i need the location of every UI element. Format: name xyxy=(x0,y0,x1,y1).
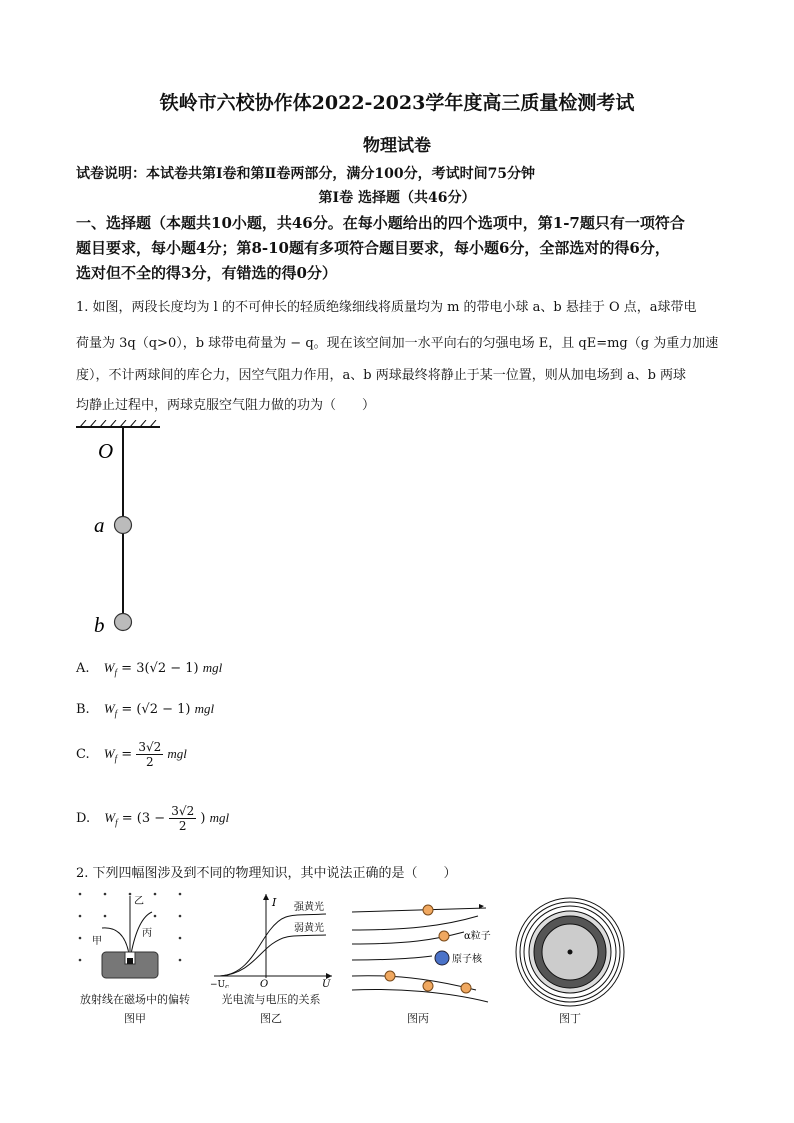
option-C-sub: f xyxy=(114,753,118,764)
option-D-fraction xyxy=(169,804,196,833)
option-A-label: A. xyxy=(76,661,90,676)
option-D-label: D. xyxy=(76,811,91,826)
nucleus xyxy=(435,951,449,965)
axis-I-arrow xyxy=(263,894,269,900)
section1-instructions-1: 一、选择题（本题共10小题，共46分。在每小题给出的四个选项中，第1-7题只有一项符合 xyxy=(76,214,685,232)
ball-a xyxy=(115,517,132,534)
alpha-particle xyxy=(423,981,433,991)
label-U: U xyxy=(322,979,331,988)
track-1 xyxy=(352,908,486,912)
fig-diffraction-rings xyxy=(514,896,626,1008)
ball-b xyxy=(115,614,132,631)
label-jia: 甲 xyxy=(92,936,102,947)
q1-stem-line2: 荷量为 3q（q>0），b 球带电荷量为 − q。现在该空间加一水平向右的匀强电场 E，且 qE=mg（g 为重力加速 xyxy=(76,336,719,351)
option-D-post: ) xyxy=(200,811,206,826)
label-yi: 乙 xyxy=(134,896,144,907)
option-C-denominator: 2 xyxy=(145,755,154,769)
fig1-label: 图甲 xyxy=(124,1012,146,1025)
alpha-particle xyxy=(423,905,433,915)
option-C-lhs: W xyxy=(103,746,115,761)
option-A-lhs: W xyxy=(103,660,115,675)
ceiling-hatching xyxy=(80,420,156,427)
option-C[interactable] xyxy=(76,740,187,769)
option-B[interactable] xyxy=(76,701,214,719)
option-C-pre: = xyxy=(121,747,133,762)
label-O: O xyxy=(98,439,114,463)
option-A[interactable] xyxy=(76,660,222,678)
label-I: I xyxy=(272,896,277,909)
option-D-denominator: 2 xyxy=(178,819,187,833)
label-strong: 强黄光 xyxy=(294,902,324,913)
track-2 xyxy=(352,916,478,930)
option-A-sub: f xyxy=(114,667,118,678)
label-a: a xyxy=(94,513,105,537)
option-D[interactable] xyxy=(76,804,229,833)
exam-subtitle: 物理试卷 xyxy=(363,136,431,156)
fig2-caption: 光电流与电压的关系 xyxy=(221,993,321,1006)
fig1-caption: 放射线在磁场中的偏转 xyxy=(80,993,190,1006)
label-O: O xyxy=(260,979,269,988)
option-C-label: C. xyxy=(76,747,90,762)
option-A-tail: mgl xyxy=(202,660,223,675)
label-b: b xyxy=(94,613,105,637)
option-D-sub: f xyxy=(115,817,118,828)
option-D-tail: mgl xyxy=(209,810,230,825)
source xyxy=(127,958,133,964)
exam-title: 铁岭市六校协作体2022-2023学年度高三质量检测考试 xyxy=(159,92,635,114)
label-nucleus: 原子核 xyxy=(452,954,482,965)
alpha-particle xyxy=(439,931,449,941)
label-alpha: α粒子 xyxy=(464,931,491,942)
q1-pendulum-figure xyxy=(70,420,180,640)
option-A-expr: = 3(√2 − 1) xyxy=(121,661,199,676)
option-B-lhs: W xyxy=(103,701,115,716)
alpha-particle xyxy=(461,983,471,993)
q1-stem-line3: 度），不计两球间的库仑力，因空气阻力作用，a、b 两球最终将静止于某一位置，则从加电场到 a、b 两球 xyxy=(76,368,687,383)
fig3-label: 图丙 xyxy=(407,1012,429,1025)
fig-photocurrent xyxy=(208,888,338,988)
option-C-fraction xyxy=(136,740,163,769)
option-B-label: B. xyxy=(76,702,90,717)
option-C-numerator: 3√2 xyxy=(138,740,162,754)
curve-weak xyxy=(220,935,326,976)
q1-stem-line1: 1. 如图，两段长度均为 l 的不可伸长的轻质绝缘细线将质量均为 m 的带电小球 a、b 悬挂于 O 点，a球带电 xyxy=(76,300,697,315)
fig4-label: 图丁 xyxy=(559,1012,581,1025)
track-4 xyxy=(352,956,432,960)
ray-jia xyxy=(102,928,129,954)
fig-alpha-scattering xyxy=(348,896,498,1004)
section1-instructions-2: 题目要求，每小题4分；第8-10题有多项符合题目要求，每小题6分，全部选对的得6分， xyxy=(76,239,670,257)
section1-instructions-3: 选对但不全的得3分，有错选的得0分） xyxy=(76,264,337,282)
option-D-lhs: W xyxy=(104,810,116,825)
center-spot xyxy=(568,950,573,955)
track-5 xyxy=(352,976,476,990)
fig-radiation-deflection xyxy=(72,888,198,988)
option-B-sub: f xyxy=(114,708,118,719)
alpha-particle xyxy=(385,971,395,981)
label-Uc: $-U_c$ xyxy=(210,980,230,988)
exam-note: 试卷说明：本试卷共第Ⅰ卷和第Ⅱ卷两部分，满分100分，考试时间75分钟 xyxy=(76,166,536,182)
fig2-label: 图乙 xyxy=(260,1012,282,1025)
option-C-tail: mgl xyxy=(167,746,187,761)
option-D-numerator: 3√2 xyxy=(171,804,195,818)
part1-heading: 第Ⅰ卷 选择题（共46分） xyxy=(318,190,476,206)
label-bing: 丙 xyxy=(142,928,152,939)
q1-stem-line4: 均静止过程中，两球克服空气阻力做的功为（ ） xyxy=(76,398,376,413)
option-B-expr: = (√2 − 1) xyxy=(121,702,191,717)
option-B-tail: mgl xyxy=(194,701,215,716)
label-weak: 弱黄光 xyxy=(294,923,324,934)
option-D-pre: = (3 − xyxy=(121,811,166,826)
q2-stem: 2. 下列四幅图涉及到不同的物理知识，其中说法正确的是（ ） xyxy=(76,866,457,881)
